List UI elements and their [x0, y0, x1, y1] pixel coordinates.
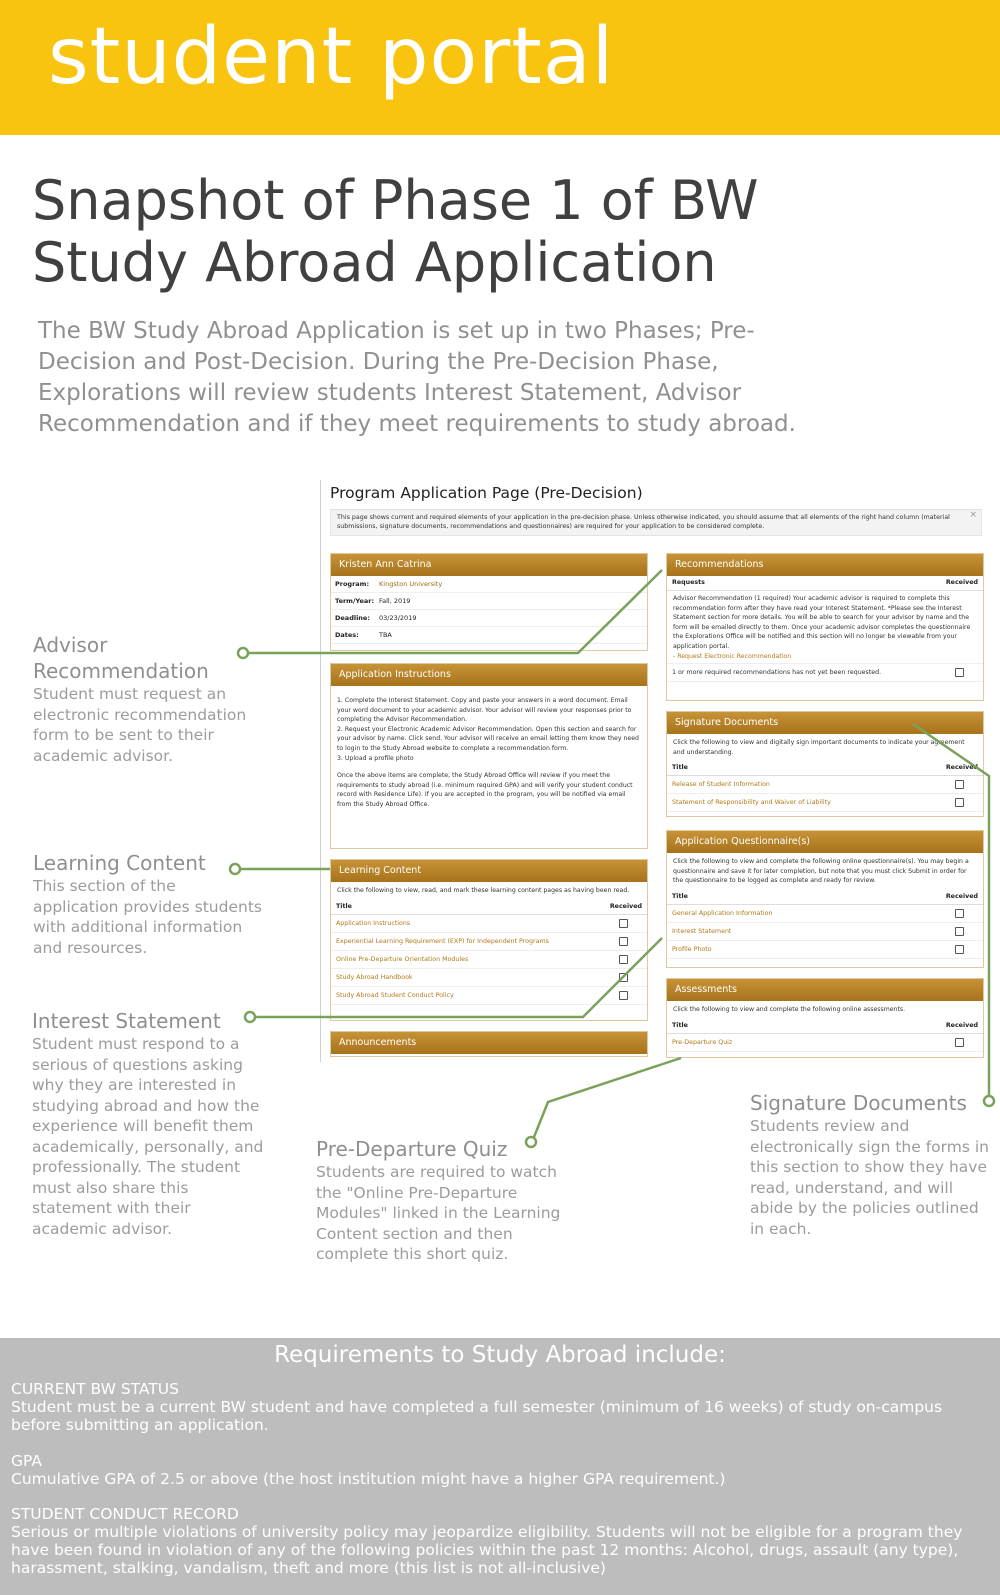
- connector-dot: [245, 1012, 255, 1022]
- panel-header: Learning Content: [331, 860, 647, 882]
- requirements-section: [0, 1338, 1000, 1595]
- conduct-text: Serious or multiple violations of university policy may jeopardize eligibility. Students will not be eligible for a program they have been found in violation of any of the following policies within the past 12 months: Alcohol, drugs, assault (any type), harassment, stalking, vandalism, theft and more (this list is not all-inclusive): [11, 1523, 963, 1577]
- student-name: Kristen Ann Catrina: [331, 554, 647, 576]
- status-heading: CURRENT BW STATUS: [11, 1380, 179, 1398]
- signature-link[interactable]: Release of Student Information: [672, 781, 770, 789]
- learning-link[interactable]: Online Pre-Departure Orientation Modules: [336, 955, 469, 963]
- instruction-step-2: 2. Request your Electronic Academic Advisor Recommendation. Open this section and search for your advisor by name. Click send. Your advisor will receive an email letting them know they need to login to the Study Abroad website to complete a recommendation form.: [337, 725, 639, 752]
- learning-link[interactable]: Application Instructions: [336, 919, 411, 927]
- callout-body: Students are required to watch the "Online Pre-Departure Modules" linked in the Learning Content section and then complete this short quiz.: [316, 1163, 561, 1263]
- questionnaire-link[interactable]: General Application Information: [672, 909, 773, 917]
- connector-dot: [238, 648, 248, 658]
- assessment-link[interactable]: Pre-Departure Quiz: [672, 1038, 733, 1046]
- callout-title: Learning Content: [33, 851, 206, 875]
- col-received: Received: [609, 902, 642, 910]
- callout-title: Advisor Recommendation: [33, 633, 209, 683]
- learning-link[interactable]: Experiential Learning Requirement (EXP) for Independent Programs: [336, 937, 549, 945]
- callout-body: Student must request an electronic recommendation form to be sent to their academic advisor.: [33, 685, 247, 765]
- row-value: Fall, 2019: [379, 597, 411, 605]
- intro-paragraph: The BW Study Abroad Application is set up in two Phases; Pre-Decision and Post-Decision. During the Pre-Decision Phase, Explorations will review students Interest Statement, Advisor Recommendation and if they meet requirements to study abroad.: [38, 318, 796, 437]
- connector-dot: [526, 1137, 536, 1147]
- instruction-step-1: 1. Complete the Interest Statement. Copy and paste your answers in a word document. Email your word document to your academic advisor. Your advisor will review your responses prior to completing the Advisor Recommendation.: [337, 697, 632, 724]
- learning-link[interactable]: Study Abroad Student Conduct Policy: [336, 991, 454, 999]
- panel-header: Application Questionnaire(s): [667, 831, 983, 853]
- notice-text: This page shows current and required elements of your application in the pre-decision phase. Unless otherwise indicated, you should assume that all elements of the right hand column (material submissions, signature documents, recommendations and questionnaires) are required for your application to be considered complete.: [337, 514, 950, 530]
- instruction-note: Once the above items are complete, the Study Abroad Office will review if you meet the requirements to study abroad (i.e. minimum required GPA) and will verify your student conduct record with Residence Life). If you are accepted in the program, you will be notified via email from the Study Abroad Office.: [337, 772, 633, 808]
- callout-title: Signature Documents: [750, 1091, 967, 1115]
- connector-dot: [984, 1096, 994, 1106]
- instruction-step-3: 3. Upload a profile photo: [337, 754, 414, 762]
- callout-title: Pre-Departure Quiz: [316, 1137, 508, 1161]
- recommendation-body: Advisor Recommendation (1 required) Your academic advisor is required to complete this recommendation form after they have read your Interest Statement. *Please see the Interest Statement section for more details. You will be able to search for your advisor by name and the form will be emailed directly to them. Once your academic advisor completes the questionnaire the Explorations Office will be notified and this section will no longer be viewable from your application portal.: [673, 595, 971, 650]
- panel-header: Assessments: [667, 979, 983, 1001]
- screenshot-page-title: Program Application Page (Pre-Decision): [330, 484, 643, 502]
- col-received: Received: [945, 764, 978, 772]
- recommendation-status: 1 or more required recommendations has not yet been requested.: [672, 669, 882, 677]
- requirements-title: Requirements to Study Abroad include:: [274, 1342, 726, 1368]
- row-value: TBA: [379, 631, 392, 639]
- col-title: Title: [336, 902, 352, 910]
- col-received: Received: [945, 892, 978, 900]
- gpa-text: Cumulative GPA of 2.5 or above (the host institution might have a higher GPA requirement.): [11, 1470, 726, 1488]
- callout-body: Students review and electronically sign the forms in this section to show they have read, understand, and will abide by the policies outlined in each.: [750, 1117, 989, 1238]
- row-key: Term/Year:: [335, 597, 375, 605]
- panel-header: Application Instructions: [331, 664, 647, 686]
- conduct-heading: STUDENT CONDUCT RECORD: [11, 1505, 239, 1523]
- learning-link[interactable]: Study Abroad Handbook: [336, 973, 413, 981]
- questionnaire-link[interactable]: Interest Statement: [672, 927, 732, 935]
- connector-advisor: [249, 570, 662, 653]
- panel-intro: Click the following to view and complete the following online assessments.: [673, 1006, 906, 1013]
- connector-signature: [913, 724, 989, 1095]
- questionnaire-link[interactable]: Profile Photo: [672, 945, 712, 953]
- row-key: Program:: [335, 580, 370, 588]
- panel-intro: Click the following to view and complete the following online questionnaire(s). You may begin a questionnaire and save it for later completion, but note that you must click Submit in order for the questionnaire to be logged as complete and ready for review.: [673, 858, 969, 885]
- page-title: Snapshot of Phase 1 of BW Study Abroad Application: [32, 169, 759, 294]
- gpa-heading: GPA: [11, 1452, 42, 1470]
- row-value[interactable]: Kingston University: [379, 580, 443, 588]
- request-recommendation-link[interactable]: - Request Electronic Recommendation: [673, 652, 792, 660]
- close-icon[interactable]: ×: [969, 510, 977, 520]
- callout-body: Student must respond to a serious of questions asking why they are interested in studying abroad and how the experience will benefit them academically, personally, and professionally. The student must also share this statement with their academic advisor.: [32, 1035, 264, 1238]
- callout-body: This section of the application provides students with additional information and resources.: [33, 877, 262, 957]
- panel-intro: Click the following to view and digitally sign important documents to indicate your agreement and understanding.: [673, 739, 965, 756]
- connector-dot: [230, 864, 240, 874]
- banner-title: student portal: [48, 12, 615, 102]
- callout-title: Interest Statement: [32, 1009, 221, 1033]
- status-text: Student must be a current BW student and have completed a full semester (minimum of 16 weeks) of study on-campus before submitting an application.: [11, 1398, 943, 1434]
- col-received: Received: [945, 579, 978, 586]
- panel-header: Signature Documents: [667, 712, 983, 734]
- col-title: Title: [672, 892, 688, 900]
- row-key: Deadline:: [335, 614, 370, 622]
- signature-link[interactable]: Statement of Responsibility and Waiver of Liability: [672, 799, 831, 807]
- connector-interest: [255, 938, 662, 1017]
- col-received: Received: [945, 1021, 978, 1029]
- col-title: Title: [672, 764, 688, 772]
- col-title: Title: [672, 1021, 688, 1029]
- panel-header: Recommendations: [667, 554, 983, 576]
- row-value: 03/23/2019: [379, 614, 417, 622]
- panel-intro: Click the following to view, read, and mark these learning content pages as having been read.: [337, 887, 630, 894]
- panel-header[interactable]: Announcements: [331, 1032, 647, 1054]
- connector-quiz: [532, 1058, 681, 1142]
- row-key: Dates:: [335, 631, 359, 639]
- col-requests: Requests: [672, 579, 705, 586]
